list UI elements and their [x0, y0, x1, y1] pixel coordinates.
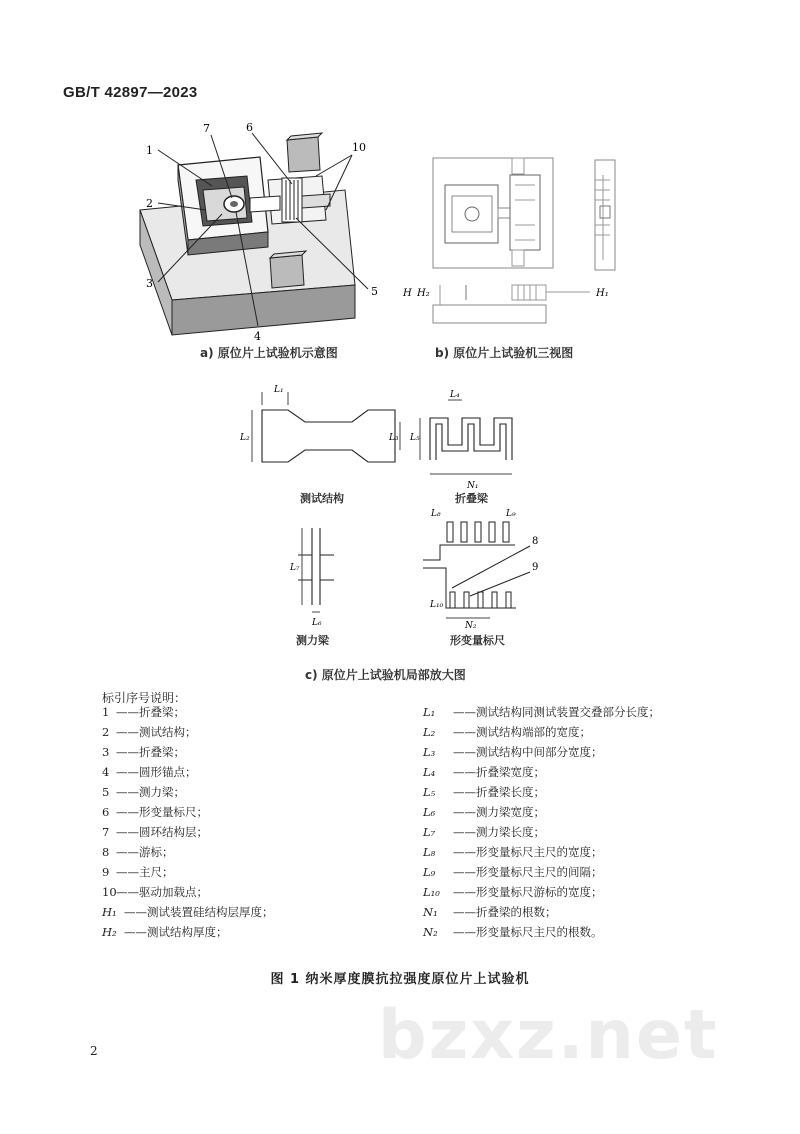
page-number: 2	[90, 1044, 98, 1058]
legend-title: 标引序号说明：	[102, 691, 187, 705]
dim-l8: L₈	[431, 509, 441, 519]
callout-4: 4	[254, 330, 261, 343]
dim-l3: L₃	[389, 433, 399, 443]
legend-item: 7 ——圆环结构层；	[102, 825, 208, 839]
legend-item: 9 ——主尺；	[102, 865, 174, 879]
legend-item: L₈ ——形变量标尺主尺的宽度；	[423, 845, 603, 859]
dim-l2: L₂	[240, 433, 250, 443]
figure-title: 图 1 纳米厚度膜抗拉强度原位片上试验机	[270, 972, 530, 987]
label-h1: H₁	[596, 288, 609, 299]
legend-item: L₉ ——形变量标尺主尺的间隔；	[423, 865, 603, 879]
caption-b: b) 原位片上试验机三视图	[435, 346, 574, 360]
caption-a: a) 原位片上试验机示意图	[200, 346, 338, 360]
callout-10: 10	[352, 141, 366, 154]
legend-item: L₃ ——测试结构中间部分宽度；	[423, 745, 603, 759]
legend-item: N₁ ——折叠梁的根数；	[423, 905, 557, 919]
legend-left	[102, 702, 274, 942]
legend-item: 8 ——游标；	[102, 845, 174, 859]
dim-l6: L₆	[312, 618, 322, 628]
standard-number: GB/T 42897—2023	[63, 84, 198, 101]
legend-item: L₆ ——测力梁宽度；	[423, 805, 545, 819]
dim-l4: L₄	[450, 390, 460, 400]
label-h: H	[403, 288, 412, 299]
dim-n1: N₁	[467, 481, 479, 491]
legend-item: L₁ ——测试结构同测试装置交叠部分长度；	[423, 705, 660, 719]
legend-right	[423, 702, 660, 942]
legend-item: 4 ——圆形锚点；	[102, 765, 197, 779]
caption-c: c) 原位片上试验机局部放大图	[305, 668, 466, 682]
label-h2: H₂	[417, 288, 430, 299]
legend-item: 5 ——测力梁；	[102, 785, 185, 799]
legend-item: L₇ ——测力梁长度；	[423, 825, 545, 839]
legend-item: 10——驱动加载点；	[102, 885, 208, 899]
label-folded-beam: 折叠梁	[455, 492, 488, 505]
callout-3: 3	[146, 277, 153, 290]
label-scale: 形变量标尺	[450, 634, 505, 647]
callout-2: 2	[146, 197, 153, 210]
dim-l5: L₅	[410, 433, 420, 443]
legend-item: N₂ ——形变量标尺主尺的根数。	[423, 925, 603, 939]
legend-item: H₁ ——测试装置硅结构层厚度；	[102, 905, 274, 919]
callout-6: 6	[246, 121, 253, 134]
legend-item: 6 ——形变量标尺；	[102, 805, 208, 819]
label-force-beam: 测力梁	[296, 634, 329, 647]
callout-5: 5	[371, 285, 378, 298]
callout-9: 9	[532, 562, 539, 573]
legend-item: L₅ ——折叠梁长度；	[423, 785, 545, 799]
legend-item: L₄ ——折叠梁宽度；	[423, 765, 545, 779]
dim-l1: L₁	[274, 385, 284, 395]
label-test-structure: 测试结构	[300, 492, 344, 505]
legend-item: H₂ ——测试结构厚度；	[102, 925, 228, 939]
dim-l7: L₇	[290, 563, 300, 573]
legend-item: L₁₀ ——形变量标尺游标的宽度；	[423, 885, 603, 899]
legend-item: L₂ ——测试结构端部的宽度；	[423, 725, 591, 739]
callout-8: 8	[532, 536, 539, 547]
callout-1: 1	[146, 144, 153, 157]
dim-l10: L₁₀	[430, 600, 444, 610]
watermark: bzxz.net	[378, 996, 719, 1075]
callout-7: 7	[203, 122, 210, 135]
legend-item: 1 ——折叠梁；	[102, 705, 185, 719]
dim-l9: L₉	[506, 509, 516, 519]
legend-item: 3 ——折叠梁；	[102, 745, 185, 759]
legend-item: 2 ——测试结构；	[102, 725, 197, 739]
dim-n2: N₂	[465, 621, 477, 631]
